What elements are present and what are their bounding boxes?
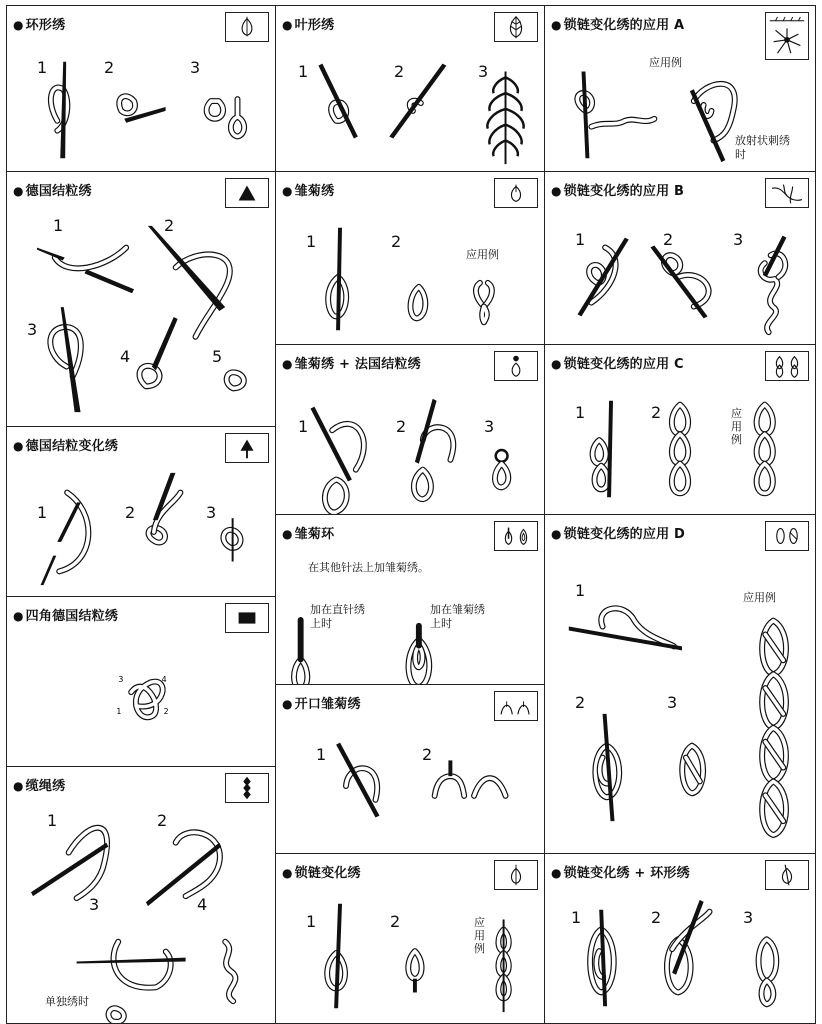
chain-variation-icon — [494, 860, 538, 890]
arrow-up-icon — [225, 433, 269, 463]
step-number: 3 — [206, 503, 217, 522]
leaf-icon — [494, 12, 538, 42]
daisy-icon — [494, 178, 538, 208]
chain-application-c-diagram — [545, 381, 815, 514]
open-lazy-daisy-diagram — [276, 721, 544, 853]
panel-daisy-french-knot — [275, 344, 545, 515]
panel-title: ● 锁链变化绣的应用 B — [551, 184, 685, 199]
svg-text:2: 2 — [163, 706, 169, 716]
panel-title: ● 雏菊环 — [282, 527, 335, 542]
step-number: 2 — [663, 230, 674, 249]
step-number: 1 — [298, 417, 309, 436]
german-knot-variation-diagram — [7, 463, 275, 596]
square-german-knot-diagram — [7, 633, 275, 766]
panel-square-german-knot — [6, 596, 276, 767]
panel-title: ● 开口雏菊绣 — [282, 697, 361, 712]
step-number: 2 — [390, 912, 401, 931]
panel-cable-stitch — [6, 766, 276, 1024]
chain-variation-diagram — [276, 890, 544, 1023]
panel-chain-variation — [275, 853, 545, 1024]
loop-stitch-icon — [225, 12, 269, 42]
branch-chain-icon — [765, 178, 809, 208]
step-number: 1 — [316, 745, 327, 764]
note-label: 应用例 — [466, 248, 499, 261]
panel-title: ● 锁链变化绣 + 环形绣 — [551, 866, 690, 881]
daisy-ring-diagram — [276, 551, 544, 684]
step-number: 2 — [394, 62, 405, 81]
lazy-daisy-diagram — [276, 208, 544, 344]
loop-stitch-diagram — [7, 42, 275, 171]
step-number: 1 — [306, 912, 317, 931]
step-number: 3 — [190, 58, 201, 77]
step-number: 2 — [396, 417, 407, 436]
panel-title: ● 锁链变化绣的应用 D — [551, 527, 685, 542]
step-number: 3 — [667, 693, 678, 712]
chain-variation-loop-diagram — [545, 890, 815, 1023]
panel-chain-application-c — [544, 344, 816, 515]
chain-loop-icon — [765, 860, 809, 890]
step-number: 1 — [575, 581, 586, 600]
step-number: 1 — [575, 403, 586, 422]
step-number: 3 — [27, 320, 38, 339]
note-label: 放射状刺绣时 — [735, 134, 790, 161]
step-number: 2 — [104, 58, 115, 77]
open-daisy-icon — [494, 691, 538, 721]
panel-chain-application-d — [544, 514, 816, 854]
intro-text: 在其他针法上加雏菊绣。 — [308, 561, 429, 574]
chain-application-b-diagram — [545, 208, 815, 344]
note-label: 应用例 — [474, 916, 485, 955]
chain-application-d-diagram — [545, 551, 815, 853]
panel-german-knot-variation — [6, 426, 276, 597]
step-number: 1 — [53, 216, 64, 235]
note-label: 加在雏菊绣上时 — [430, 603, 485, 630]
rectangle-icon — [225, 603, 269, 633]
panel-chain-application-a — [544, 5, 816, 172]
daisy-french-knot-diagram — [276, 381, 544, 514]
panel-chain-variation-loop — [544, 853, 816, 1024]
note-label: 单独绣时 — [45, 995, 89, 1008]
step-number: 4 — [197, 895, 208, 914]
step-number: 3 — [743, 908, 754, 927]
daisy-pair-icon — [494, 521, 538, 551]
panel-title: ● 雏菊绣 + 法国结粒绣 — [282, 357, 421, 372]
panel-title: ● 锁链变化绣的应用 A — [551, 18, 685, 33]
step-number: 2 — [651, 908, 662, 927]
step-number: 1 — [298, 62, 309, 81]
panel-lazy-daisy — [275, 171, 545, 345]
step-number: 2 — [422, 745, 433, 764]
panel-title: ● 环形绣 — [13, 18, 66, 33]
step-number: 3 — [89, 895, 100, 914]
panel-title: ● 德国结粒绣 — [13, 184, 92, 199]
cable-stitch-diagram — [7, 803, 275, 1023]
panel-chain-application-b — [544, 171, 816, 345]
column-left — [6, 5, 276, 1019]
step-number: 2 — [157, 811, 168, 830]
svg-text:4: 4 — [161, 675, 167, 685]
panel-title: ● 德国结粒变化绣 — [13, 439, 119, 454]
knot-chain-icon — [765, 521, 809, 551]
panel-german-knot — [6, 171, 276, 427]
step-number: 2 — [575, 693, 586, 712]
step-number: 1 — [306, 232, 317, 251]
panel-title: ● 叶形绣 — [282, 18, 335, 33]
panel-open-lazy-daisy — [275, 684, 545, 854]
step-number: 5 — [212, 347, 223, 366]
step-number: 1 — [571, 908, 582, 927]
column-middle — [275, 5, 545, 1019]
step-number: 1 — [575, 230, 586, 249]
panel-title: ● 锁链变化绣 — [282, 866, 361, 881]
diamond-chain-icon — [225, 773, 269, 803]
step-number: 2 — [164, 216, 175, 235]
panel-title: ● 雏菊绣 — [282, 184, 335, 199]
panel-loop-stitch — [6, 5, 276, 172]
panel-leaf-stitch — [275, 5, 545, 172]
triangle-icon — [225, 178, 269, 208]
column-right — [544, 5, 816, 1019]
leaf-stitch-diagram — [276, 42, 544, 171]
step-number: 1 — [47, 811, 58, 830]
note-label: 应用例 — [731, 407, 742, 446]
step-number: 2 — [125, 503, 136, 522]
chain-application-a-diagram — [545, 42, 815, 171]
panel-daisy-ring — [275, 514, 545, 685]
step-number: 4 — [120, 347, 131, 366]
step-number: 3 — [484, 417, 495, 436]
panel-title: ● 缆绳绣 — [13, 779, 66, 794]
step-number: 1 — [37, 503, 48, 522]
panel-title: ● 四角德国结粒绣 — [13, 609, 119, 624]
svg-text:3: 3 — [118, 675, 124, 685]
note-label: 应用例 — [649, 56, 682, 69]
daisy-knot-icon — [494, 351, 538, 381]
note-label: 加在直针绣上时 — [310, 603, 365, 630]
german-knot-diagram — [7, 208, 275, 426]
svg-text:1: 1 — [116, 706, 122, 716]
double-chain-icon — [765, 351, 809, 381]
step-number: 3 — [733, 230, 744, 249]
step-number: 2 — [651, 403, 662, 422]
note-label: 应用例 — [743, 591, 776, 604]
step-number: 3 — [478, 62, 489, 81]
step-number: 1 — [37, 58, 48, 77]
panel-title: ● 锁链变化绣的应用 C — [551, 357, 684, 372]
step-number: 2 — [391, 232, 402, 251]
